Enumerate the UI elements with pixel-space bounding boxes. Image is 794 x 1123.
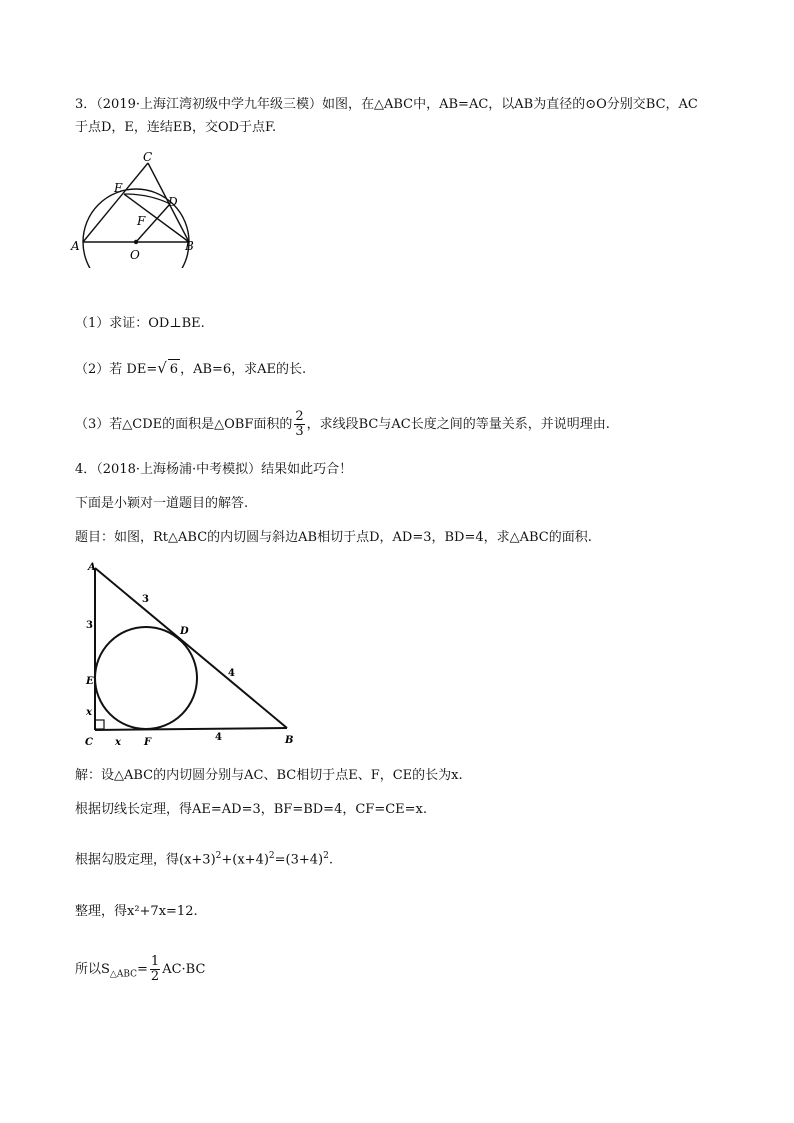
segment-ac bbox=[83, 163, 148, 242]
label-o: O bbox=[130, 248, 140, 262]
q3-header-cont: 于点D，E，连结EB，交OD于点F. bbox=[75, 120, 277, 135]
label-4-hyp: 4 bbox=[228, 668, 235, 679]
label-a: A bbox=[71, 239, 80, 253]
q3-part2-post: ，AB=6，求AE的长. bbox=[180, 362, 307, 377]
half-numerator: 1 bbox=[150, 954, 160, 969]
label-3-left: 3 bbox=[86, 620, 93, 631]
sol5-prefix: 所以S bbox=[75, 962, 110, 977]
label-x-bottom: x bbox=[115, 737, 121, 748]
half-denominator: 2 bbox=[150, 969, 160, 984]
label-b-2: B bbox=[285, 735, 294, 746]
sol5-post: AC·BC bbox=[162, 962, 206, 977]
q3-part2-pre: （2）若 DE= bbox=[75, 362, 158, 377]
q4-intro: 下面是小颖对一道题目的解答. bbox=[75, 496, 249, 511]
area-subscript: △ABC bbox=[109, 969, 137, 980]
incircle bbox=[95, 627, 197, 729]
label-4-bottom: 4 bbox=[215, 732, 222, 743]
fraction-two-thirds bbox=[294, 410, 304, 439]
q4-solution-1: 解：设△ABC的内切圆分别与AC、BC相切于点E、F，CE的长为x. bbox=[75, 768, 463, 783]
q4-figure bbox=[82, 560, 302, 750]
label-e-2: E bbox=[86, 676, 94, 687]
label-b: B bbox=[185, 239, 194, 253]
label-a-2: A bbox=[88, 562, 96, 573]
q4-header: 4．（2018·上海杨浦·中考模拟）结果如此巧合！ bbox=[75, 462, 353, 477]
label-f: F bbox=[137, 214, 146, 228]
q4-problem: 题目：如图，Rt△ABC的内切圆与斜边AB相切于点D，AD=3，BD=4，求△ABC的面积. bbox=[75, 530, 592, 545]
label-d-2: D bbox=[180, 626, 189, 637]
sol5-equals: = bbox=[137, 962, 148, 977]
sol3-part-c: =(3+4) bbox=[274, 852, 324, 868]
q4-solution-5 bbox=[75, 955, 205, 985]
sol3-end: . bbox=[328, 852, 333, 868]
q4-solution-4: 整理，得x²+7x=12. bbox=[75, 904, 198, 919]
sqrt-value: 6 bbox=[168, 359, 180, 380]
label-c: C bbox=[143, 150, 153, 164]
side-cb bbox=[95, 728, 287, 730]
square-exp: 2 bbox=[215, 851, 222, 861]
square-exp: 2 bbox=[268, 851, 275, 861]
sol3-part-a: 根据勾股定理，得(x+3) bbox=[75, 852, 216, 868]
q3-part3 bbox=[75, 410, 610, 439]
label-x-left: x bbox=[86, 707, 92, 718]
label-d: D bbox=[168, 195, 178, 209]
q3-part1: （1）求证：OD⊥BE. bbox=[75, 316, 205, 331]
right-angle-mark bbox=[95, 720, 104, 729]
label-f-2: F bbox=[144, 737, 152, 748]
q4-solution-3 bbox=[75, 846, 333, 870]
label-c-2: C bbox=[85, 737, 93, 748]
q3-figure bbox=[68, 148, 208, 268]
segment-eb bbox=[124, 194, 189, 242]
fraction-one-half bbox=[150, 955, 160, 984]
q3-part3-pre: （3）若△CDE的面积是△OBF面积的 bbox=[75, 417, 293, 432]
square-exp: 2 bbox=[323, 851, 329, 861]
label-3-top: 3 bbox=[142, 594, 149, 605]
center-dot bbox=[134, 240, 138, 244]
label-e: E bbox=[114, 181, 123, 195]
q3-header: 3．（2019·上海江湾初级中学九年级三模）如图，在△ABC中，AB=AC，以AB为直径的⊙O分别交BC，AC bbox=[75, 97, 698, 112]
q3-part2: （2）若 DE=√ 6 ，AB=6，求AE的长. bbox=[75, 358, 306, 380]
q4-solution-2: 根据切线长定理，得AE=AD=3，BF=BD=4，CF=CE=x. bbox=[75, 802, 428, 817]
fraction-numerator: 2 bbox=[295, 409, 304, 424]
q3-part3-post: ，求线段BC与AC长度之间的等量关系，并说明理由. bbox=[306, 417, 610, 432]
sol3-part-b: +(x+4) bbox=[221, 852, 269, 868]
fraction-denominator: 3 bbox=[295, 424, 304, 439]
